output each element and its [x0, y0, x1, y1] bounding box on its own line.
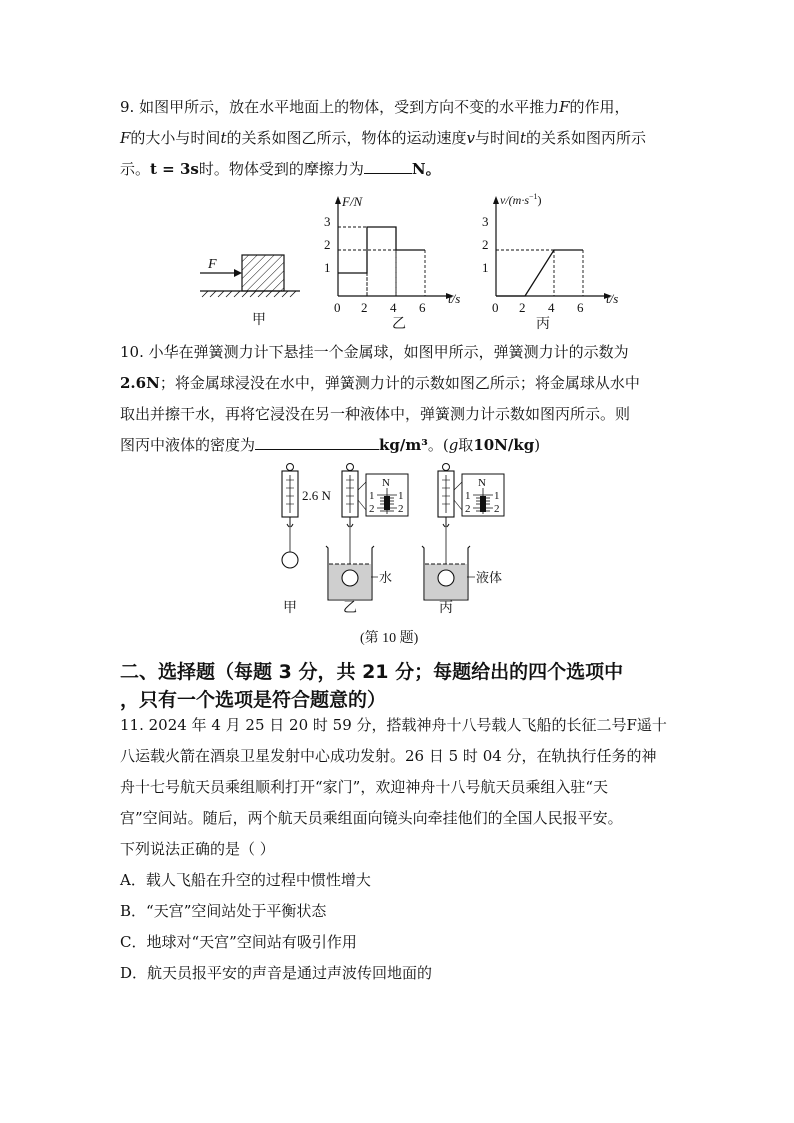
- q10-line-4: 图丙中液体的密度为 kg/m³。(g取10N/kg): [120, 436, 541, 454]
- force-arrowhead: [234, 269, 242, 277]
- x-axis-label: t/s: [606, 291, 619, 306]
- svg-text:1: 1: [494, 490, 500, 502]
- section-title-line-2: ，只有一个选项是符合题意的）: [120, 689, 387, 711]
- q10-line-3: 取出并擦干水，再将它浸没在另一种液体中，弹簧测力计示数如图丙所示。则: [120, 405, 631, 423]
- x-tick-2: 2: [519, 300, 526, 315]
- force-series-line: [338, 227, 425, 273]
- scale-jia: [282, 464, 332, 617]
- q9-line-3: 示。t = 3s时。物体受到的摩擦力为 N。: [120, 160, 441, 178]
- x-tick-2: 2: [361, 300, 368, 315]
- q11-option-a: A．载人飞船在升空的过程中惯性增大: [120, 871, 371, 889]
- figure-caption: (第 10 题): [360, 631, 419, 646]
- caption-bing: 丙: [536, 317, 550, 330]
- force-label: F: [208, 257, 217, 272]
- q9-chart-yi: [318, 190, 470, 330]
- svg-text:1: 1: [465, 490, 471, 502]
- y-axis-arrow: [335, 196, 341, 204]
- y-tick-2: 2: [324, 237, 331, 252]
- x-tick-0: 0: [492, 300, 499, 315]
- caption-yi: 乙: [343, 601, 357, 616]
- svg-text:N: N: [478, 477, 486, 489]
- metal-ball-jia: [282, 552, 298, 568]
- liquid-label: 液体: [476, 570, 503, 585]
- x-tick-4: 4: [390, 300, 397, 315]
- q11-option-c: C．地球对“天宫”空间站有吸引作用: [120, 933, 357, 951]
- x-tick-6: 6: [419, 300, 426, 315]
- svg-text:N: N: [382, 477, 390, 489]
- y-tick-1: 1: [482, 260, 489, 275]
- y-tick-3: 3: [482, 214, 489, 229]
- block: [242, 255, 284, 291]
- svg-text:1: 1: [369, 490, 375, 502]
- metal-ball-bing: [438, 570, 454, 586]
- x-tick-0: 0: [334, 300, 341, 315]
- velocity-series-line: [496, 250, 583, 296]
- y-tick-1: 1: [324, 260, 331, 275]
- y-axis-label: F/N: [342, 194, 363, 209]
- svg-text:2: 2: [494, 503, 500, 515]
- q10-line-1: 10. 小华在弹簧测力计下悬挂一个金属球，如图甲所示，弹簧测力计的示数为: [120, 343, 629, 361]
- x-tick-6: 6: [577, 300, 584, 315]
- scale-yi: [326, 464, 408, 617]
- q11-option-d: D．航天员报平安的声音是通过声波传回地面的: [120, 964, 433, 982]
- q11-option-b: B．“天宫”空间站处于平衡状态: [120, 902, 327, 920]
- ground-hatch: [202, 291, 296, 297]
- x-axis-label: t/s: [448, 291, 461, 306]
- q11-line-4: 宫”空间站。随后，两个航天员乘组面向镜头向牵挂他们的全国人民报平安。: [120, 809, 623, 827]
- caption-jia: 甲: [252, 313, 266, 328]
- scale-bing: [422, 464, 504, 617]
- y-axis-arrow: [493, 196, 499, 204]
- q9-line-2: F的大小与时间t的关系如图乙所示，物体的运动速度v与时间t的关系如图丙所示: [120, 129, 647, 147]
- caption-bing: 丙: [439, 601, 453, 616]
- caption-yi: 乙: [392, 317, 406, 330]
- q9-line-1: 9. 如图甲所示，放在水平地面上的物体，受到方向不变的水平推力F的作用，: [120, 98, 630, 116]
- q11-line-3: 舟十七号航天员乘组顺利打开“家门”，欢迎神舟十八号航天员乘组入驻“天: [120, 778, 609, 796]
- metal-ball-yi: [342, 570, 358, 586]
- q11-line-5: 下列说法正确的是（ ）: [120, 840, 275, 858]
- q11-line-2: 八运载火箭在酒泉卫星发射中心成功发射。26 日 5 时 04 分，在轨执行任务的神: [120, 747, 657, 765]
- q10-line-2: 2.6N；将金属球浸没在水中，弹簧测力计的示数如图乙所示；将金属球从水中: [120, 374, 640, 392]
- water-label: 水: [379, 570, 393, 585]
- y-tick-3: 3: [324, 214, 331, 229]
- svg-text:1: 1: [398, 490, 404, 502]
- q10-figure: [270, 460, 530, 650]
- q9-chart-bing: [476, 190, 636, 330]
- y-tick-2: 2: [482, 237, 489, 252]
- svg-text:2: 2: [398, 503, 404, 515]
- svg-text:2: 2: [465, 503, 471, 515]
- q9-answer-blank: [364, 159, 412, 174]
- reading-jia: 2.6 N: [302, 488, 331, 503]
- y-axis-label: $v/(m\cdot s^{-1})$: [500, 192, 542, 207]
- section-title-line-1: 二、选择题（每题 3 分，共 21 分；每题给出的四个选项中: [120, 661, 624, 683]
- x-tick-4: 4: [548, 300, 555, 315]
- q9-figure-jia: [196, 248, 308, 328]
- svg-text:2: 2: [369, 503, 375, 515]
- q11-line-1: 11. 2024 年 4 月 25 日 20 时 59 分，搭载神舟十八号载人飞船的长征二号F遥十: [120, 716, 667, 734]
- q10-answer-blank: [255, 435, 379, 450]
- caption-jia: 甲: [283, 601, 297, 616]
